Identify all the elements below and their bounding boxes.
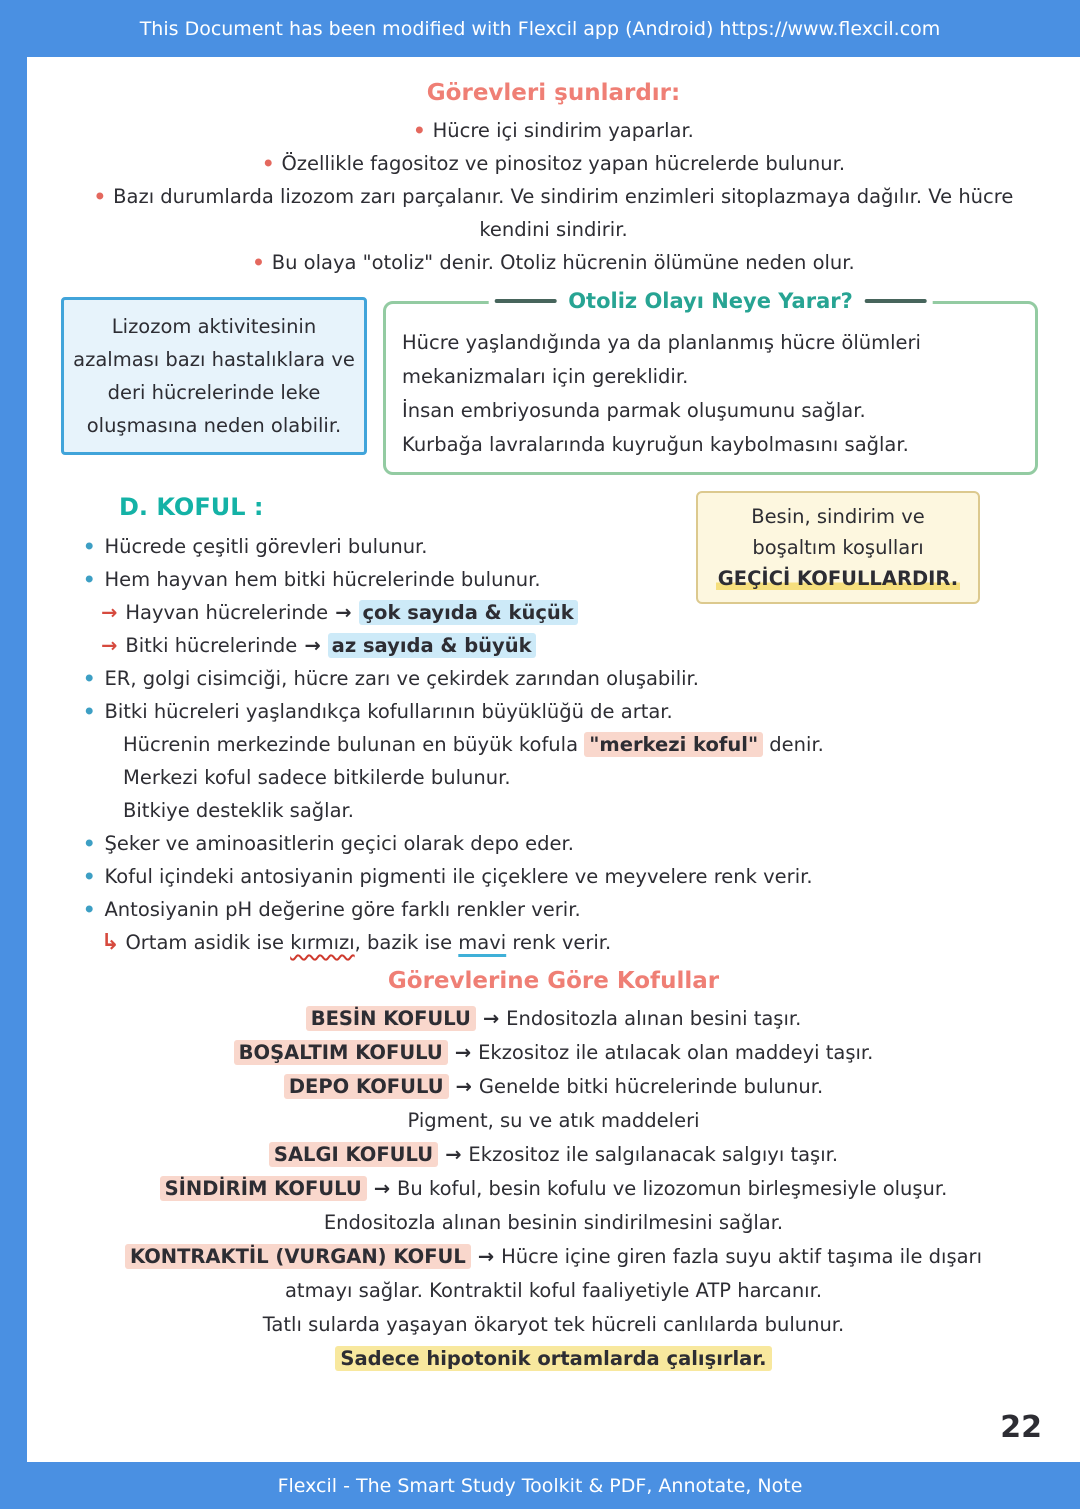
merkezi-detail-line: Merkezi koful sadece bitkilerde bulunur. — [123, 766, 511, 789]
bullet-icon: • — [83, 667, 96, 690]
merkezi-post-text: denir. — [763, 733, 824, 756]
gecici-note-emphasis: GEÇİCİ KOFULLARDIR. — [717, 567, 959, 590]
otoliz-box-title — [488, 284, 933, 318]
list-item-text: Bitki hücreleri yaşlandıkça kofullarının büyüklüğü de artar. — [104, 700, 673, 723]
koful-type-extra: Pigment, su ve atık maddeleri — [407, 1109, 700, 1132]
koful-type-row — [61, 1138, 1046, 1172]
asidik-bazik-line — [101, 926, 1046, 959]
merkezi-highlight: "merkezi koful" — [584, 732, 763, 757]
bullet-icon: • — [83, 568, 96, 591]
gecici-koful-note-box — [696, 491, 980, 604]
list-item-text: Özellikle fagositoz ve pinositoz yapan hücrelerde bulunur. — [281, 152, 846, 175]
asidik-blue-word: mavi — [458, 931, 507, 954]
koful-type-label: SALGI KOFULU — [269, 1142, 438, 1167]
top-banner-text: This Document has been modified with Flexcil app (Android) https://www.flexcil.com — [139, 17, 941, 40]
flexcil-bottom-banner — [0, 1462, 1080, 1509]
koful-type-row — [94, 1240, 1014, 1308]
bullet-icon: • — [93, 185, 107, 208]
koful-types-list — [61, 1002, 1046, 1376]
list-item — [83, 827, 1046, 860]
koful-type-label: DEPO KOFULU — [284, 1074, 449, 1099]
gecici-note-line: Besin, sindirim ve — [751, 505, 925, 528]
arrow-right-icon: → — [101, 634, 118, 657]
comparison-subject: Bitki hücrelerinde — [125, 634, 298, 657]
bullet-icon: • — [83, 898, 96, 921]
koful-type-label: SİNDİRİM KOFULU — [160, 1176, 367, 1201]
koful-type-text: Endositozla alınan besini taşır. — [506, 1007, 802, 1030]
flexcil-top-banner — [0, 0, 1080, 57]
list-item — [83, 662, 1046, 695]
merkezi-detail-line: Bitkiye desteklik sağlar. — [123, 799, 354, 822]
bullet-icon: • — [252, 251, 265, 274]
info-boxes-row — [61, 289, 1038, 475]
asidik-red-word: kırmızı — [290, 931, 355, 954]
arrow-right-icon: → — [454, 1041, 472, 1064]
list-item — [83, 860, 1046, 893]
list-item — [61, 114, 1046, 147]
merkezi-koful-line — [123, 728, 1046, 761]
list-item-text: Antosiyanin pH değerine göre farklı renkler verir. — [104, 898, 581, 921]
page-content — [27, 57, 1080, 1376]
gecici-note-line: boşaltım koşulları — [752, 536, 924, 559]
koful-type-row — [61, 1002, 1046, 1036]
section-title-gorevleri: Görevleri şunlardır: — [426, 80, 681, 106]
arrow-right-icon: → — [101, 601, 118, 624]
list-item — [61, 180, 1046, 246]
bullet-icon: • — [413, 119, 426, 142]
koful-type-extra: Endositozla alınan besinin sindirilmesini sağlar. — [323, 1211, 784, 1234]
comparison-result: çok sayıda & küçük — [359, 600, 578, 625]
arrow-right-icon: → — [304, 634, 321, 657]
koful-type-label: BESİN KOFULU — [306, 1006, 476, 1031]
koful-type-extra — [61, 1342, 1046, 1376]
bullet-icon: • — [83, 535, 96, 558]
list-item-text: Şeker ve aminoasitlerin geçici olarak depo eder. — [104, 832, 574, 855]
gorevler-list — [61, 114, 1046, 279]
koful-type-text: Hücre içine giren fazla suyu aktif taşıma ile dışarı atmayı sağlar. Kontraktil koful faaliyetiyle ATP harcanır. — [284, 1245, 982, 1302]
arrow-right-icon: → — [477, 1245, 495, 1268]
comparison-subject: Hayvan hücrelerinde — [125, 601, 329, 624]
dash-line — [494, 299, 556, 303]
koful-type-row — [61, 1070, 1046, 1104]
otoliz-box — [383, 289, 1038, 475]
bottom-banner-text: Flexcil - The Smart Study Toolkit & PDF, Annotate, Note — [277, 1474, 803, 1497]
bitki-comparison-line — [101, 629, 1046, 662]
koful-type-label: KONTRAKTİL (VURGAN) KOFUL — [125, 1244, 471, 1269]
koful-type-row — [61, 1172, 1046, 1206]
hipotonik-highlight: Sadece hipotonik ortamlarda çalışırlar. — [335, 1346, 771, 1371]
dash-line — [865, 299, 927, 303]
bullet-icon: • — [261, 152, 275, 175]
asidik-pre: Ortam asidik ise — [125, 931, 291, 954]
comparison-result: az sayıda & büyük — [328, 633, 536, 658]
koful-type-row — [61, 1036, 1046, 1070]
koful-type-extra: Tatlı sularda yaşayan ökaryot tek hücreli canlılarda bulunur. — [262, 1313, 845, 1336]
list-item — [83, 893, 1046, 926]
koful-type-text: Ekzositoz ile atılacak olan maddeyi taşır. — [478, 1041, 874, 1064]
list-item-text: Bu olaya "otoliz" denir. Otoliz hücrenin ölümüne neden olur. — [271, 251, 855, 274]
koful-type-text: Ekzositoz ile salgılanacak salgıyı taşır. — [468, 1143, 839, 1166]
merkezi-pre-text: Hücrenin merkezinde bulunan en büyük kofula — [123, 733, 585, 756]
koful-type-label: BOŞALTIM KOFULU — [234, 1040, 448, 1065]
arrow-right-icon: → — [335, 601, 352, 624]
list-item — [61, 246, 1046, 279]
arrow-right-icon: → — [482, 1007, 500, 1030]
arrow-right-icon: → — [373, 1177, 391, 1200]
arrow-right-icon: → — [455, 1075, 472, 1098]
gecici-note-line — [704, 563, 972, 594]
list-item-text: ER, golgi cisimciği, hücre zarı ve çekirdek zarından oluşabilir. — [104, 667, 699, 690]
bullet-icon: • — [83, 865, 96, 888]
arrow-right-icon: → — [445, 1143, 462, 1166]
lizozom-note-box — [61, 297, 367, 455]
asidik-post: renk verir. — [506, 931, 612, 954]
section-title-koful-types: Görevlerine Göre Kofullar — [387, 968, 720, 994]
otoliz-line: Hücre yaşlandığında ya da planlanmış hücre ölümleri mekanizmaları için gereklidir. — [402, 331, 921, 388]
otoliz-line: İnsan embriyosunda parmak oluşumunu sağlar. — [402, 399, 866, 422]
list-item — [61, 147, 1046, 180]
bullet-icon: • — [83, 832, 96, 855]
list-item-text: Hem hayvan hem bitki hücrelerinde bulunur. — [104, 568, 541, 591]
koful-type-text: Bu koful, besin kofulu ve lizozomun birleşmesiyle oluşur. — [397, 1177, 948, 1200]
asidik-mid: , bazik ise — [354, 931, 459, 954]
bullet-icon: • — [83, 700, 96, 723]
hook-arrow-icon: ↳ — [101, 930, 120, 955]
koful-type-text: Genelde bitki hücrelerinde bulunur. — [478, 1075, 824, 1098]
page-number: 22 — [1000, 1410, 1042, 1445]
left-accent-stripe — [0, 0, 27, 1509]
list-item-text: Hücrede çeşitli görevleri bulunur. — [104, 535, 428, 558]
section-title-koful: D. KOFUL : — [119, 493, 264, 521]
list-item-text: Bazı durumlarda lizozom zarı parçalanır. Ve sindirim enzimleri sitoplazmaya dağılır. Ve hücre kendini sindirir. — [113, 185, 1014, 241]
list-item-text: Hücre içi sindirim yaparlar. — [432, 119, 694, 142]
list-item-text: Koful içindeki antosiyanin pigmenti ile çiçeklere ve meyvelere renk verir. — [104, 865, 813, 888]
list-item — [83, 695, 1046, 728]
otoliz-box-title-text: Otoliz Olayı Neye Yarar? — [568, 289, 853, 313]
koful-section — [61, 491, 1046, 959]
otoliz-line: Kurbağa lavralarında kuyruğun kaybolmasını sağlar. — [402, 433, 909, 456]
lizozom-note-text: Lizozom aktivitesinin azalması bazı hastalıklara ve deri hücrelerinde leke oluşmasına neden olabilir. — [73, 315, 355, 437]
